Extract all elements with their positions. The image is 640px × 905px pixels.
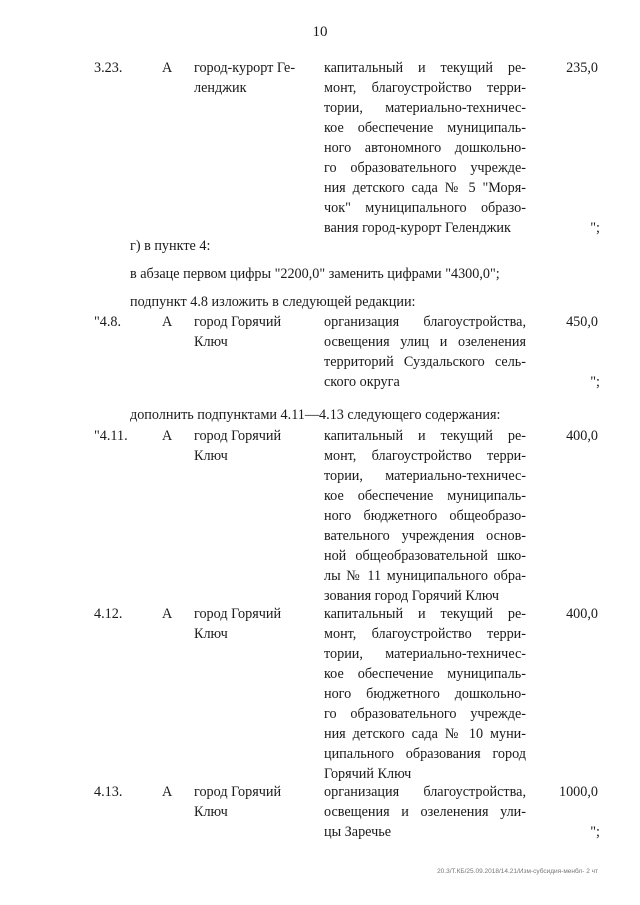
- municipality-line: Ключ: [194, 334, 228, 350]
- row-number: "4.8.: [94, 314, 122, 330]
- closing-quote-mark: ";: [590, 374, 600, 390]
- row-description: [324, 312, 526, 392]
- description-line: ния детского сада № 10 муни-: [324, 726, 526, 742]
- row-category: А: [162, 60, 173, 76]
- row-amount: 400,0: [566, 606, 598, 622]
- row-description: [324, 782, 526, 842]
- description-line: ного бюджетного общеобразо-: [324, 508, 526, 524]
- row-category: А: [162, 784, 173, 800]
- description-line: го образовательного учрежде-: [324, 706, 526, 722]
- description-line: капитальный и текущий ре-: [324, 606, 526, 622]
- description-line: организация благоустройства,: [324, 784, 526, 800]
- row-amount: 400,0: [566, 428, 598, 444]
- row-description: [324, 426, 526, 606]
- description-line: ского округа: [324, 374, 400, 390]
- row-number: 3.23.: [94, 60, 123, 76]
- description-line: кое обеспечение муниципаль-: [324, 488, 526, 504]
- description-line: ного автономного дошкольно-: [324, 140, 526, 156]
- description-line: освещения улиц и озеленения: [324, 334, 526, 350]
- description-line: монт, благоустройство терри-: [324, 448, 526, 464]
- description-line: монт, благоустройство терри-: [324, 626, 526, 642]
- row-category: А: [162, 428, 173, 444]
- row-amount: 1000,0: [558, 784, 598, 800]
- page-number: 10: [312, 24, 328, 40]
- row-category: А: [162, 314, 173, 330]
- paragraph: в абзаце первом цифры "2200,0" заменить цифрами "4300,0";: [130, 266, 500, 282]
- municipality-line: город Горячий: [194, 314, 282, 330]
- description-line: вательного учреждения основ-: [324, 528, 526, 544]
- document-footer-code: 20.3/Т.КБ/25.09.2018/14.21/Изм-субсидия-менбл- 2 чт: [437, 868, 598, 875]
- description-line: территорий Суздальского сель-: [324, 354, 526, 370]
- description-line: вания город-курорт Геленджик: [324, 220, 511, 236]
- row-number: "4.11.: [94, 428, 128, 444]
- row-amount: 235,0: [566, 60, 598, 76]
- row-municipality: [194, 426, 304, 466]
- paragraph: дополнить подпунктами 4.11—4.13 следующего содержания:: [130, 407, 501, 423]
- row-municipality: [194, 58, 304, 98]
- description-line: цы Заречье: [324, 824, 392, 840]
- row-municipality: [194, 782, 304, 822]
- description-line: чок" муниципального образо-: [324, 200, 526, 216]
- description-line: кое обеспечение муниципаль-: [324, 666, 526, 682]
- municipality-line: город Горячий: [194, 784, 282, 800]
- municipality-line: Ключ: [194, 448, 228, 464]
- row-municipality: [194, 312, 304, 352]
- row-amount: 450,0: [566, 314, 598, 330]
- description-line: освещения и озеленения ули-: [324, 804, 526, 820]
- municipality-line: Ключ: [194, 626, 228, 642]
- description-line: ния детского сада № 5 "Моря-: [324, 180, 526, 196]
- municipality-line: город Горячий: [194, 606, 282, 622]
- municipality-line: город Горячий: [194, 428, 282, 444]
- description-line: Горячий Ключ: [324, 766, 412, 782]
- description-line: тории, материально-техничес-: [324, 468, 526, 484]
- row-number: 4.12.: [94, 606, 123, 622]
- description-line: кое обеспечение муниципаль-: [324, 120, 526, 136]
- description-line: го образовательного учрежде-: [324, 160, 526, 176]
- municipality-line: город-курорт Ге-: [194, 60, 296, 76]
- municipality-line: Ключ: [194, 804, 228, 820]
- description-line: зования город Горячий Ключ: [324, 588, 500, 604]
- description-line: тории, материально-техничес-: [324, 646, 526, 662]
- description-line: организация благоустройства,: [324, 314, 526, 330]
- closing-quote-mark: ";: [590, 220, 600, 236]
- description-line: ной общеобразовательной шко-: [324, 548, 526, 564]
- row-number: 4.13.: [94, 784, 123, 800]
- municipality-line: ленджик: [194, 80, 247, 96]
- paragraph: г) в пункте 4:: [130, 238, 211, 254]
- row-municipality: [194, 604, 304, 644]
- paragraph: подпункт 4.8 изложить в следующей редакции:: [130, 294, 416, 310]
- description-line: тории, материально-техничес-: [324, 100, 526, 116]
- row-description: [324, 58, 526, 238]
- row-category: А: [162, 606, 173, 622]
- description-line: капитальный и текущий ре-: [324, 60, 526, 76]
- description-line: монт, благоустройство терри-: [324, 80, 526, 96]
- description-line: ципального образования город: [324, 746, 526, 762]
- closing-quote-mark: ";: [590, 824, 600, 840]
- row-description: [324, 604, 526, 784]
- description-line: ного бюджетного дошкольно-: [324, 686, 526, 702]
- description-line: лы № 11 муниципального обра-: [324, 568, 526, 584]
- description-line: капитальный и текущий ре-: [324, 428, 526, 444]
